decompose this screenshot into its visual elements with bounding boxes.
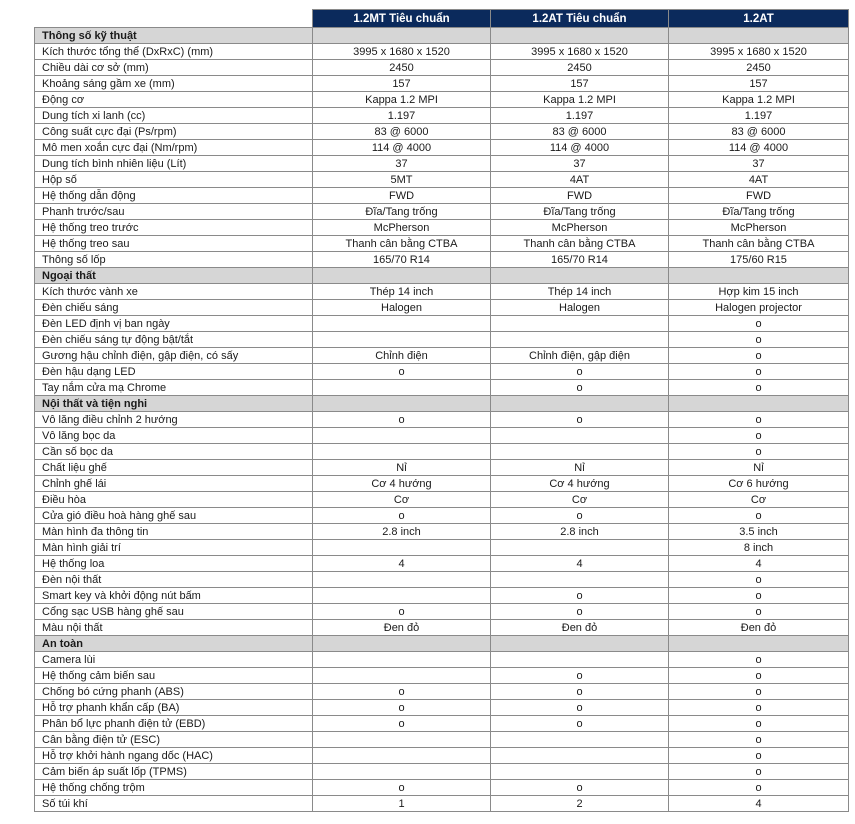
spec-value-variant-1: 4 [313, 556, 491, 572]
header-row [35, 10, 849, 28]
spec-value-variant-3: 4AT [669, 172, 849, 188]
spec-value-variant-3: o [669, 764, 849, 780]
spec-row [35, 316, 849, 332]
spec-value-variant-2 [491, 316, 669, 332]
spec-value-variant-3: o [669, 364, 849, 380]
spec-label: Cổng sạc USB hàng ghế sau [35, 604, 313, 620]
spec-label: Cảm biến áp suất lốp (TPMS) [35, 764, 313, 780]
spec-value-variant-3: o [669, 684, 849, 700]
spec-value-variant-2: Nỉ [491, 460, 669, 476]
spec-value-variant-3: McPherson [669, 220, 849, 236]
spec-value-variant-1: McPherson [313, 220, 491, 236]
spec-label: Tay nắm cửa mạ Chrome [35, 380, 313, 396]
spec-value-variant-2: Cơ 4 hướng [491, 476, 669, 492]
spec-row [35, 572, 849, 588]
spec-label: Hệ thống loa [35, 556, 313, 572]
spec-label: Hỗ trợ phanh khẩn cấp (BA) [35, 700, 313, 716]
spec-row [35, 364, 849, 380]
spec-value-variant-1: 165/70 R14 [313, 252, 491, 268]
spec-value-variant-2: Đen đỏ [491, 620, 669, 636]
spec-value-variant-2: o [491, 684, 669, 700]
spec-value-variant-3: o [669, 332, 849, 348]
spec-value-variant-1: 5MT [313, 172, 491, 188]
spec-value-variant-1: 114 @ 4000 [313, 140, 491, 156]
spec-value-variant-3: o [669, 444, 849, 460]
spec-value-variant-3: 3.5 inch [669, 524, 849, 540]
spec-value-variant-3: o [669, 604, 849, 620]
spec-row [35, 796, 849, 812]
spec-value-variant-2 [491, 572, 669, 588]
section-title: An toàn [35, 636, 313, 652]
spec-label: Chỉnh ghế lái [35, 476, 313, 492]
spec-label: Thông số lốp [35, 252, 313, 268]
spec-value-variant-3: Cơ [669, 492, 849, 508]
spec-row [35, 460, 849, 476]
spec-value-variant-1: 3995 x 1680 x 1520 [313, 44, 491, 60]
spec-value-variant-2: o [491, 716, 669, 732]
spec-label: Màu nội thất [35, 620, 313, 636]
spec-value-variant-2: Đĩa/Tang trống [491, 204, 669, 220]
spec-value-variant-3: o [669, 748, 849, 764]
spec-value-variant-3: o [669, 508, 849, 524]
spec-value-variant-1: 83 @ 6000 [313, 124, 491, 140]
spec-value-variant-1 [313, 588, 491, 604]
spec-row [35, 444, 849, 460]
spec-row [35, 700, 849, 716]
spec-row [35, 44, 849, 60]
spec-row [35, 492, 849, 508]
spec-value-variant-1 [313, 540, 491, 556]
header-variant-2: 1.2AT Tiêu chuẩn [491, 10, 669, 28]
spec-value-variant-3: o [669, 428, 849, 444]
spec-label: Hệ thống treo trước [35, 220, 313, 236]
spec-value-variant-3: Thanh cân bằng CTBA [669, 236, 849, 252]
spec-row [35, 92, 849, 108]
spec-label: Chiều dài cơ sở (mm) [35, 60, 313, 76]
spec-label: Camera lùi [35, 652, 313, 668]
spec-value-variant-1 [313, 316, 491, 332]
spec-value-variant-2 [491, 732, 669, 748]
spec-value-variant-2 [491, 332, 669, 348]
spec-value-variant-3: 4 [669, 796, 849, 812]
spec-value-variant-1: 157 [313, 76, 491, 92]
spec-value-variant-3: 8 inch [669, 540, 849, 556]
spec-value-variant-1: 37 [313, 156, 491, 172]
spec-value-variant-2: Thép 14 inch [491, 284, 669, 300]
spec-row [35, 652, 849, 668]
spec-value-variant-2: o [491, 780, 669, 796]
spec-value-variant-2: o [491, 668, 669, 684]
section-filler-cell [313, 28, 491, 44]
spec-value-variant-1: Cơ 4 hướng [313, 476, 491, 492]
spec-table [34, 9, 849, 812]
spec-value-variant-1: o [313, 780, 491, 796]
spec-value-variant-3: o [669, 716, 849, 732]
spec-row [35, 300, 849, 316]
spec-label: Đèn hậu dạng LED [35, 364, 313, 380]
spec-row [35, 588, 849, 604]
spec-row [35, 764, 849, 780]
spec-label: Hệ thống cảm biến sau [35, 668, 313, 684]
spec-label: Smart key và khởi động nút bấm [35, 588, 313, 604]
spec-value-variant-2: o [491, 700, 669, 716]
spec-row [35, 156, 849, 172]
spec-value-variant-3: Đĩa/Tang trống [669, 204, 849, 220]
spec-value-variant-2: 114 @ 4000 [491, 140, 669, 156]
spec-value-variant-1: o [313, 364, 491, 380]
spec-value-variant-2: 157 [491, 76, 669, 92]
spec-row [35, 172, 849, 188]
spec-label: Dung tích bình nhiên liệu (Lít) [35, 156, 313, 172]
spec-value-variant-1: 2.8 inch [313, 524, 491, 540]
section-filler-cell [313, 396, 491, 412]
spec-label: Mô men xoắn cực đại (Nm/rpm) [35, 140, 313, 156]
spec-value-variant-1 [313, 748, 491, 764]
spec-value-variant-2 [491, 652, 669, 668]
spec-value-variant-1 [313, 732, 491, 748]
spec-label: Cửa gió điều hoà hàng ghế sau [35, 508, 313, 524]
spec-row [35, 60, 849, 76]
spec-label: Hộp số [35, 172, 313, 188]
spec-value-variant-1: 1 [313, 796, 491, 812]
spec-value-variant-3: o [669, 780, 849, 796]
spec-value-variant-2: Cơ [491, 492, 669, 508]
spec-row [35, 108, 849, 124]
section-filler-cell [313, 636, 491, 652]
spec-row [35, 716, 849, 732]
spec-row [35, 332, 849, 348]
spec-label: Cân bằng điện tử (ESC) [35, 732, 313, 748]
spec-value-variant-2: Thanh cân bằng CTBA [491, 236, 669, 252]
spec-value-variant-1: FWD [313, 188, 491, 204]
spec-label: Số túi khí [35, 796, 313, 812]
spec-value-variant-2: 83 @ 6000 [491, 124, 669, 140]
section-title: Ngoại thất [35, 268, 313, 284]
spec-label: Gương hậu chỉnh điện, gập điện, có sấy [35, 348, 313, 364]
spec-label: Phân bổ lực phanh điện tử (EBD) [35, 716, 313, 732]
spec-label: Khoảng sáng gầm xe (mm) [35, 76, 313, 92]
section-filler-cell [491, 28, 669, 44]
spec-label: Công suất cực đại (Ps/rpm) [35, 124, 313, 140]
spec-value-variant-3: Kappa 1.2 MPI [669, 92, 849, 108]
spec-row [35, 556, 849, 572]
spec-label: Kích thước tổng thể (DxRxC) (mm) [35, 44, 313, 60]
spec-value-variant-1: 1.197 [313, 108, 491, 124]
spec-value-variant-2: 2.8 inch [491, 524, 669, 540]
spec-value-variant-2: o [491, 588, 669, 604]
spec-row [35, 204, 849, 220]
spec-value-variant-2: Kappa 1.2 MPI [491, 92, 669, 108]
table-body [35, 28, 849, 812]
header-corner-cell [35, 10, 313, 28]
spec-value-variant-1 [313, 652, 491, 668]
spec-value-variant-2 [491, 428, 669, 444]
spec-value-variant-3: 37 [669, 156, 849, 172]
spec-value-variant-1 [313, 444, 491, 460]
section-filler-cell [491, 396, 669, 412]
spec-row [35, 620, 849, 636]
spec-row [35, 380, 849, 396]
spec-value-variant-2: o [491, 604, 669, 620]
spec-value-variant-2 [491, 444, 669, 460]
section-title: Nội thất và tiện nghi [35, 396, 313, 412]
spec-label: Dung tích xi lanh (cc) [35, 108, 313, 124]
section-filler-cell [669, 28, 849, 44]
spec-value-variant-1 [313, 332, 491, 348]
spec-label: Chống bó cứng phanh (ABS) [35, 684, 313, 700]
spec-row [35, 140, 849, 156]
spec-value-variant-3: 4 [669, 556, 849, 572]
spec-label: Hỗ trợ khởi hành ngang dốc (HAC) [35, 748, 313, 764]
section-header-row [35, 396, 849, 412]
spec-value-variant-2: 4 [491, 556, 669, 572]
spec-row [35, 428, 849, 444]
spec-value-variant-2: Chỉnh điện, gập điện [491, 348, 669, 364]
spec-label: Màn hình giải trí [35, 540, 313, 556]
section-filler-cell [491, 636, 669, 652]
spec-row [35, 540, 849, 556]
spec-value-variant-3: o [669, 700, 849, 716]
spec-value-variant-3: Nỉ [669, 460, 849, 476]
spec-row [35, 748, 849, 764]
spec-value-variant-3: o [669, 412, 849, 428]
spec-value-variant-3: 114 @ 4000 [669, 140, 849, 156]
spec-row [35, 348, 849, 364]
spec-value-variant-2: 2 [491, 796, 669, 812]
section-filler-cell [669, 268, 849, 284]
spec-row [35, 252, 849, 268]
spec-value-variant-1 [313, 572, 491, 588]
spec-value-variant-2: o [491, 412, 669, 428]
spec-value-variant-3: Đen đỏ [669, 620, 849, 636]
header-variant-1: 1.2MT Tiêu chuẩn [313, 10, 491, 28]
spec-value-variant-1 [313, 428, 491, 444]
spec-label: Màn hình đa thông tin [35, 524, 313, 540]
spec-row [35, 524, 849, 540]
spec-value-variant-3: Hợp kim 15 inch [669, 284, 849, 300]
spec-value-variant-3: o [669, 380, 849, 396]
spec-label: Điều hòa [35, 492, 313, 508]
spec-value-variant-3: o [669, 316, 849, 332]
spec-value-variant-2: o [491, 380, 669, 396]
spec-label: Chất liệu ghế [35, 460, 313, 476]
spec-value-variant-2: FWD [491, 188, 669, 204]
spec-value-variant-3: 2450 [669, 60, 849, 76]
spec-label: Động cơ [35, 92, 313, 108]
spec-value-variant-3: 157 [669, 76, 849, 92]
spec-row [35, 508, 849, 524]
spec-value-variant-1: Thép 14 inch [313, 284, 491, 300]
spec-value-variant-2: 4AT [491, 172, 669, 188]
spec-label: Phanh trước/sau [35, 204, 313, 220]
spec-value-variant-1: Cơ [313, 492, 491, 508]
spec-value-variant-3: o [669, 588, 849, 604]
spec-value-variant-3: o [669, 652, 849, 668]
spec-row [35, 684, 849, 700]
spec-value-variant-3: o [669, 668, 849, 684]
spec-value-variant-1: Nỉ [313, 460, 491, 476]
spec-value-variant-1: Kappa 1.2 MPI [313, 92, 491, 108]
spec-value-variant-1 [313, 764, 491, 780]
spec-label: Đèn nội thất [35, 572, 313, 588]
spec-label: Đèn LED định vị ban ngày [35, 316, 313, 332]
spec-label: Vô lăng bọc da [35, 428, 313, 444]
spec-value-variant-2: McPherson [491, 220, 669, 236]
spec-label: Kích thước vành xe [35, 284, 313, 300]
spec-value-variant-3: 3995 x 1680 x 1520 [669, 44, 849, 60]
spec-value-variant-1: Đen đỏ [313, 620, 491, 636]
spec-row [35, 236, 849, 252]
spec-label: Hệ thống dẫn động [35, 188, 313, 204]
spec-value-variant-1 [313, 668, 491, 684]
spec-value-variant-2 [491, 748, 669, 764]
section-header-row [35, 268, 849, 284]
spec-value-variant-2: 2450 [491, 60, 669, 76]
table-header [35, 10, 849, 28]
section-header-row [35, 28, 849, 44]
spec-value-variant-2: Halogen [491, 300, 669, 316]
spec-row [35, 76, 849, 92]
spec-value-variant-3: o [669, 732, 849, 748]
spec-value-variant-1: Halogen [313, 300, 491, 316]
spec-value-variant-3: 1.197 [669, 108, 849, 124]
spec-row [35, 284, 849, 300]
spec-value-variant-1: o [313, 684, 491, 700]
spec-value-variant-2 [491, 540, 669, 556]
section-filler-cell [669, 396, 849, 412]
spec-row [35, 188, 849, 204]
section-filler-cell [669, 636, 849, 652]
section-filler-cell [491, 268, 669, 284]
spec-value-variant-3: o [669, 572, 849, 588]
spec-value-variant-2: 165/70 R14 [491, 252, 669, 268]
spec-value-variant-2: o [491, 508, 669, 524]
spec-value-variant-1: Đĩa/Tang trống [313, 204, 491, 220]
spec-row [35, 220, 849, 236]
spec-value-variant-2: o [491, 364, 669, 380]
spec-value-variant-1: o [313, 508, 491, 524]
spec-value-variant-2 [491, 764, 669, 780]
spec-label: Hệ thống chống trộm [35, 780, 313, 796]
spec-value-variant-1: o [313, 700, 491, 716]
spec-label: Hệ thống treo sau [35, 236, 313, 252]
spec-value-variant-2: 1.197 [491, 108, 669, 124]
spec-value-variant-1: o [313, 604, 491, 620]
spec-value-variant-3: Halogen projector [669, 300, 849, 316]
spec-value-variant-3: Cơ 6 hướng [669, 476, 849, 492]
spec-row [35, 668, 849, 684]
section-title: Thông số kỹ thuật [35, 28, 313, 44]
spec-value-variant-1: Chỉnh điện [313, 348, 491, 364]
spec-label: Đèn chiếu sáng tự động bật/tắt [35, 332, 313, 348]
spec-row [35, 780, 849, 796]
spec-value-variant-1 [313, 380, 491, 396]
spec-label: Đèn chiếu sáng [35, 300, 313, 316]
section-header-row [35, 636, 849, 652]
spec-value-variant-1: 2450 [313, 60, 491, 76]
spec-value-variant-1: o [313, 412, 491, 428]
spec-value-variant-2: 3995 x 1680 x 1520 [491, 44, 669, 60]
spec-row [35, 732, 849, 748]
spec-value-variant-3: o [669, 348, 849, 364]
section-filler-cell [313, 268, 491, 284]
header-variant-3: 1.2AT [669, 10, 849, 28]
spec-value-variant-1: o [313, 716, 491, 732]
spec-value-variant-3: FWD [669, 188, 849, 204]
spec-label: Vô lăng điều chỉnh 2 hướng [35, 412, 313, 428]
spec-row [35, 476, 849, 492]
spec-value-variant-3: 83 @ 6000 [669, 124, 849, 140]
spec-value-variant-2: 37 [491, 156, 669, 172]
spec-row [35, 412, 849, 428]
spec-row [35, 604, 849, 620]
spec-row [35, 124, 849, 140]
spec-value-variant-3: 175/60 R15 [669, 252, 849, 268]
spec-label: Cần số bọc da [35, 444, 313, 460]
spec-value-variant-1: Thanh cân bằng CTBA [313, 236, 491, 252]
